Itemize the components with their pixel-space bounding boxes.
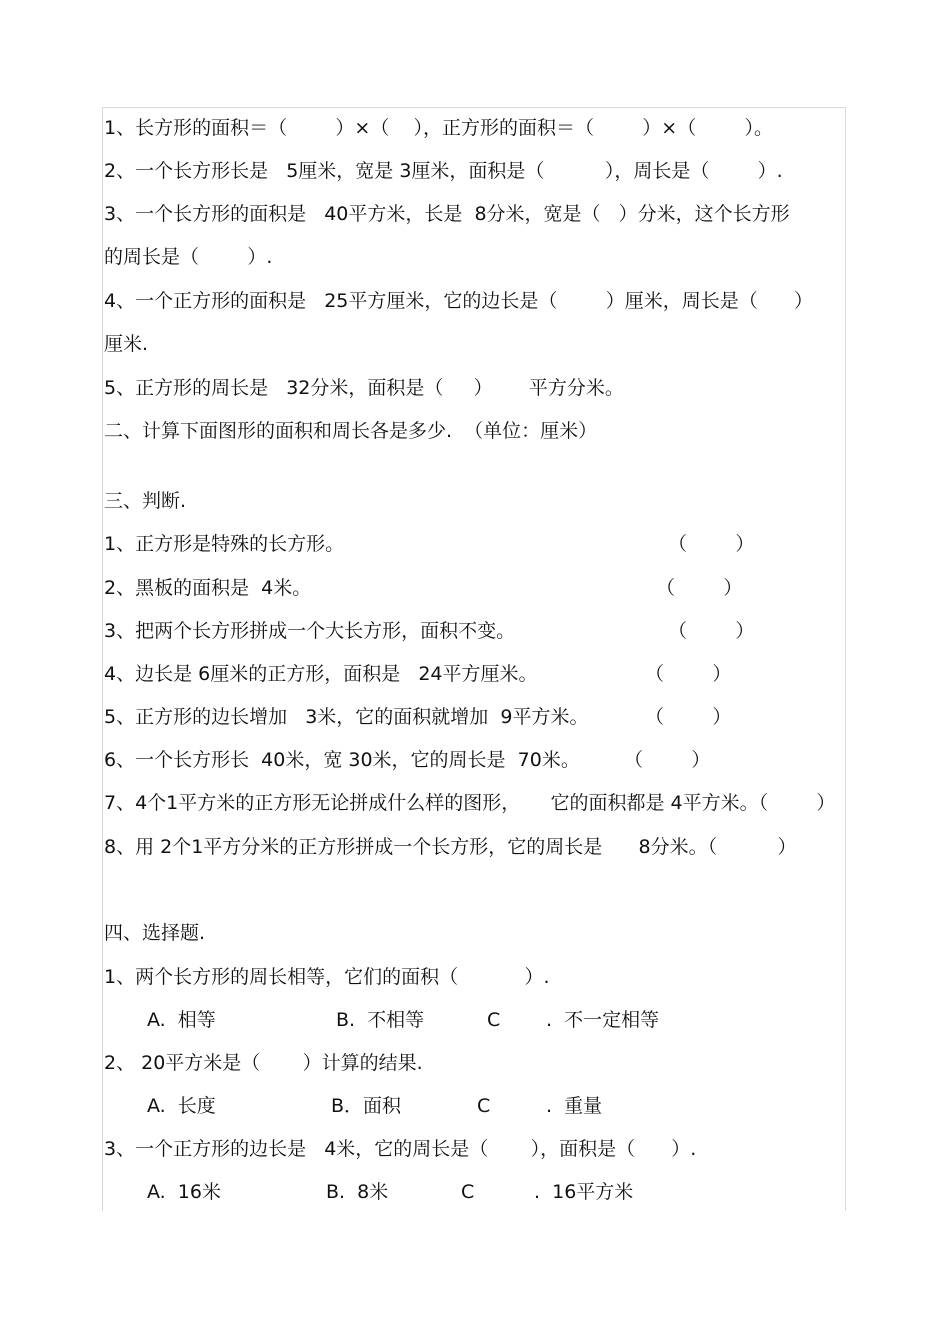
judge-blank-4: （ ） [645, 663, 732, 685]
choice-3-option-c-letter: C [461, 1181, 475, 1203]
page-frame [102, 107, 846, 1211]
judge-blank-1: （ ） [668, 533, 755, 555]
choice-1-option-a: A. 相等 [147, 1009, 216, 1031]
choice-1-option-b: B. 不相等 [336, 1009, 425, 1031]
judge-blank-3: （ ） [668, 620, 755, 642]
choice-3-option-a: A. 16米 [147, 1181, 221, 1203]
choice-question-3: 3、一个正方形的边长是 4米，它的周长是（ ），面积是（ ）. [104, 1138, 697, 1160]
question-1-2: 2、一个长方形长是 5厘米，宽是 3厘米，面积是（ ），周长是（ ）. [104, 160, 783, 182]
choice-2-option-c-text: . 重量 [546, 1095, 603, 1117]
judge-item-4: 4、边长是 6厘米的正方形，面积是 24平方厘米。 [104, 663, 538, 685]
choice-1-option-c-text: . 不一定相等 [546, 1009, 660, 1031]
judge-item-2: 2、黑板的面积是 4米。 [104, 577, 312, 599]
judge-item-5: 5、正方形的边长增加 3米，它的面积就增加 9平方米。 [104, 706, 589, 728]
judge-item-8: 8、用 2个1平方分米的正方形拼成一个长方形，它的周长是 8分米。（ ） [104, 836, 797, 858]
question-1-5: 5、正方形的周长是 32分米，面积是（ ） 平方分米。 [104, 377, 624, 399]
choice-2-option-c-letter: C [477, 1095, 491, 1117]
choice-2-option-a: A. 长度 [147, 1095, 216, 1117]
judge-blank-5: （ ） [645, 706, 732, 728]
choice-3-option-b: B. 8米 [326, 1181, 389, 1203]
judge-item-7: 7、4个1平方米的正方形无论拼成什么样的图形， 它的面积都是 4平方米。（ ） [104, 792, 836, 814]
choice-1-option-c-letter: C [487, 1009, 501, 1031]
question-1-1: 1、长方形的面积＝（ ）×（ ），正方形的面积＝（ ）×（ ）。 [104, 117, 774, 139]
choice-3-option-c-text: . 16平方米 [534, 1181, 634, 1203]
section-3-title: 三、判断. [104, 490, 187, 512]
question-1-4-line2: 厘米. [104, 333, 149, 355]
judge-blank-6: （ ） [624, 749, 711, 771]
judge-item-1: 1、正方形是特殊的长方形。 [104, 533, 345, 555]
choice-2-option-b: B．面积 [331, 1095, 402, 1117]
section-2-title: 二、计算下面图形的面积和周长各是多少. （单位：厘米） [104, 420, 598, 442]
judge-item-3: 3、把两个长方形拼成一个大长方形，面积不变。 [104, 620, 516, 642]
question-1-4-line1: 4、一个正方形的面积是 25平方厘米，它的边长是（ ）厘米，周长是（ ） [104, 290, 813, 312]
judge-item-6: 6、一个长方形长 40米，宽 30米，它的周长是 70米。 [104, 749, 580, 771]
choice-question-1: 1、两个长方形的周长相等，它们的面积（ ）. [104, 966, 550, 988]
question-1-3-line2: 的周长是（ ）. [104, 246, 273, 268]
question-1-3-line1: 3、一个长方形的面积是 40平方米，长是 8分米，宽是（ ）分米，这个长方形 [104, 203, 790, 225]
section-4-title: 四、选择题. [104, 922, 206, 944]
judge-blank-2: （ ） [656, 577, 743, 599]
choice-question-2: 2、 20平方米是（ ）计算的结果. [104, 1052, 423, 1074]
